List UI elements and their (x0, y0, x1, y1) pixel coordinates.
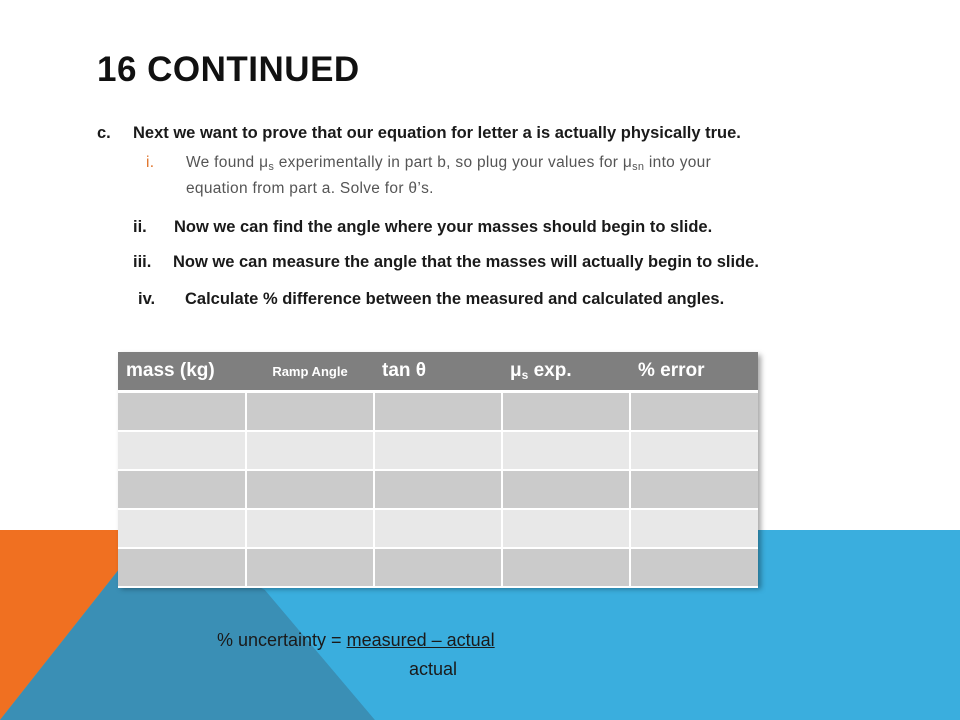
table-cell[interactable] (246, 431, 374, 470)
item-i-sub-sn: sn (632, 161, 645, 173)
item-i-sub-s: s (268, 161, 275, 173)
table-cell[interactable] (246, 509, 374, 548)
slide-title: 16 CONTINUED (97, 50, 360, 89)
data-table (118, 352, 758, 586)
item-c (97, 124, 741, 143)
table-row (118, 470, 758, 509)
item-i-text-b: experimentally in part b, so plug your values for μ (274, 154, 633, 171)
table-cell[interactable] (630, 392, 758, 432)
header-ramp-angle: Ramp Angle (246, 352, 374, 392)
table-row (118, 392, 758, 432)
table-cell[interactable] (630, 548, 758, 587)
item-i-text-a: We found μ (186, 154, 269, 171)
formula-lhs: % uncertainty = (217, 630, 347, 650)
item-iii-label: iii. (133, 253, 152, 271)
table-cell[interactable] (246, 470, 374, 509)
item-i-line1 (146, 154, 711, 173)
item-c-text: Next we want to prove that our equation for letter a is actually physically true. (133, 124, 741, 142)
formula-denominator: actual (409, 659, 458, 679)
formula-numerator: measured – actual (346, 630, 495, 650)
table-cell[interactable] (374, 509, 502, 548)
table-cell[interactable] (118, 470, 246, 509)
item-ii-text: Now we can find the angle where your masses should begin to slide. (174, 218, 713, 236)
table-cell[interactable] (374, 392, 502, 432)
header-mass: mass (kg) (118, 352, 246, 392)
header-tan-theta: tan θ (374, 352, 502, 392)
item-c-label: c. (97, 124, 111, 142)
table-row (118, 509, 758, 548)
item-i-line2: equation from part a. Solve for θ’s. (186, 180, 434, 197)
table-cell[interactable] (118, 431, 246, 470)
table-cell[interactable] (118, 548, 246, 587)
table-cell[interactable] (374, 431, 502, 470)
item-iv-text: Calculate % difference between the measured and calculated angles. (185, 290, 725, 308)
table-cell[interactable] (374, 548, 502, 587)
header-mu-s-exp (502, 352, 630, 392)
table-row (118, 548, 758, 587)
item-i-text-c: into your (644, 154, 712, 171)
item-iii-text: Now we can measure the angle that the masses will actually begin to slide. (173, 253, 759, 271)
table-cell[interactable] (502, 509, 630, 548)
table-cell[interactable] (246, 392, 374, 432)
table-cell[interactable] (502, 548, 630, 587)
uncertainty-formula (217, 630, 495, 651)
header-mu-sub: s (521, 368, 529, 382)
header-mu-exp: exp. (528, 360, 572, 381)
table-cell[interactable] (630, 470, 758, 509)
table-cell[interactable] (630, 509, 758, 548)
item-ii-label: ii. (133, 218, 147, 236)
item-iv-label: iv. (138, 290, 156, 308)
item-i-label: i. (146, 154, 155, 171)
header-percent-error: % error (630, 352, 758, 392)
table-cell[interactable] (502, 392, 630, 432)
table-cell[interactable] (246, 548, 374, 587)
item-ii (133, 218, 712, 237)
table-cell[interactable] (502, 431, 630, 470)
item-iii (133, 253, 759, 272)
table-header-row (118, 352, 758, 392)
table-row (118, 431, 758, 470)
table-cell[interactable] (118, 392, 246, 432)
table-cell[interactable] (502, 470, 630, 509)
item-iv (138, 290, 724, 309)
table-cell[interactable] (630, 431, 758, 470)
header-mu-symbol: μ (510, 360, 522, 381)
table-cell[interactable] (374, 470, 502, 509)
table-cell[interactable] (118, 509, 246, 548)
